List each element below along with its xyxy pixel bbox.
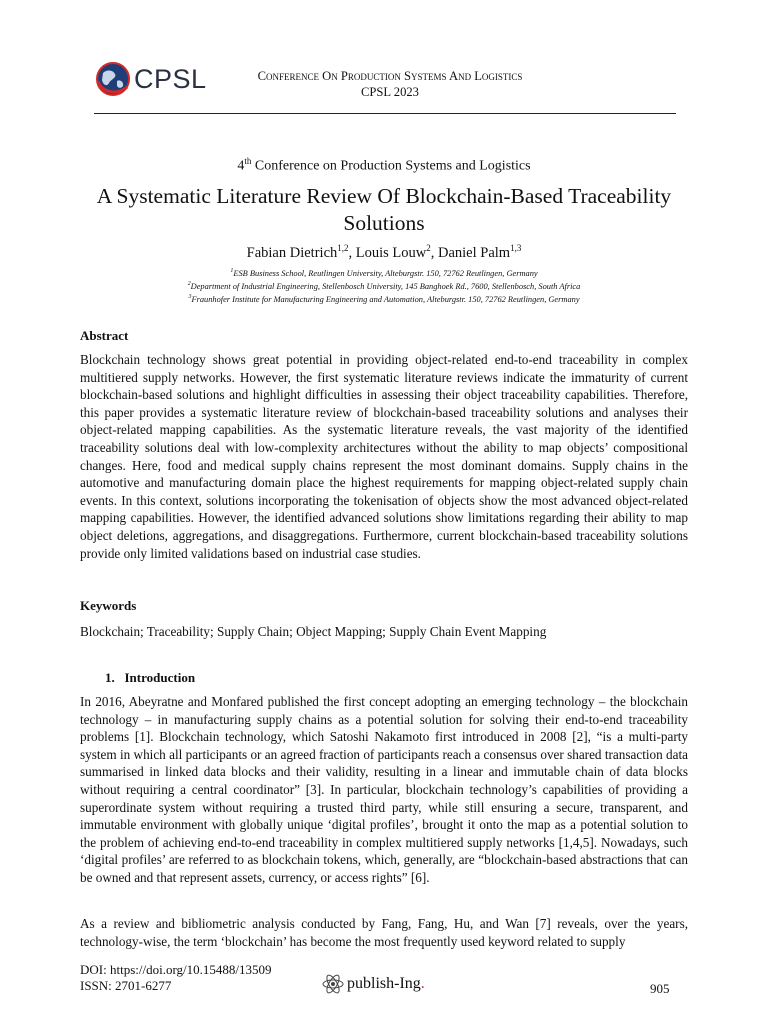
abstract-text: Blockchain technology shows great potential in providing object-related end-to-end traceability in complex multitiered supply networks. However, the first systematic literature reviews indicate the immaturity of current blockchain-based solutions and highlight difficulties in assessing their object traceability capabilities. Therefore, this paper provides a systematic literature review of blockchain-based traceability solutions and analyses their object-related mapping capabilities. As the systematic literature reveals, the vast majority of the identified traceability solutions deal with low-complexity architectures without the ability to map objects’ compositional changes. Here, food and medical supply chains represent the most dominant domains. Supply chains in the automotive and manufacturing domain place the highest requirements for mapping object-related supply chain events. In this context, solutions incorporating the tokenisation of objects show the most advanced object-related mapping capabilities. However, the identified advanced solutions show limitations regarding their ability to map object deletions, aggregations, and disaggregations. Furthermore, current blockchain-based traceability solutions provide only limited validations based on industrial case studies. xyxy=(80,352,688,561)
introduction-paragraph-2: As a review and bibliometric analysis conducted by Fang, Fang, Hu, and Wan [7] reveals, over the years, technology-wise, the term ‘blockchain’ has become the most frequently used keyword related to supply xyxy=(80,916,688,949)
title-line-1: A Systematic Literature Review Of Blockchain-Based Traceability xyxy=(96,184,672,208)
issn: ISSN: 2701-6277 xyxy=(80,978,172,993)
globe-icon xyxy=(95,61,131,97)
page-number: 905 xyxy=(650,981,670,996)
cpsl-logo xyxy=(95,61,207,97)
publisher-dot: . xyxy=(420,975,425,992)
logo-text: CPSL xyxy=(134,63,207,94)
introduction-heading: 1. Introduction xyxy=(105,670,196,685)
publisher-name xyxy=(347,975,425,993)
author-name: Daniel Palm xyxy=(438,244,511,261)
title-line-2: Solutions xyxy=(343,211,425,235)
affiliation-text: Department of Industrial Engineering, Stellenbosch University, 145 Banghoek Rd., 7600, Stellenbosch, South Africa xyxy=(190,281,581,291)
abstract-heading: Abstract xyxy=(80,328,129,343)
conference-name: Conference On Production Systems And Logistics xyxy=(257,69,523,83)
keywords-text: Blockchain; Traceability; Supply Chain; Object Mapping; Supply Chain Event Mapping xyxy=(80,624,547,639)
conference-year: CPSL 2023 xyxy=(361,85,419,99)
atom-icon xyxy=(321,972,345,996)
paper-title xyxy=(80,183,688,237)
subconference-line xyxy=(80,156,688,175)
author-list: Fabian Dietrich$^{1,2}$, Louis Louw$^2$, Daniel Palm$^{1,3}$ xyxy=(246,243,522,261)
affiliation-number: 2 xyxy=(187,281,191,287)
publisher-label: publish-Ing xyxy=(347,975,421,992)
author-affil-ref: 2 xyxy=(426,243,431,253)
conference-header xyxy=(212,68,568,100)
ordinal: 4 xyxy=(237,158,245,174)
introduction-paragraph-1: In 2016, Abeyratne and Monfared published the first concept adopting an emerging technology – the blockchain technology – in manufacturing supply chains as a potential solution for solving their end-to-end traceability problems [1]. Blockchain technology, which Satoshi Nakamoto first introduced in 2008 [2], “is a multi-party system in which all participants or an agreed fraction of participants reach a consensus over shared transaction data summarised in linked data blocks and their validity, resulting in a linear and immutable chain of data blocks without requiring a central coordinator” [3]. In particular, blockchain technology’s capabilities of providing a superordinate system without requiring a trusted third party, while still ensuring a secure, transparent, and immutable environment with globally unique ‘digital profiles’, brought it onto the map as a potential solution to the problem of achieving end-to-end traceability in complex multitiered supply networks [1,4,5]. Nowadays, such ‘digital profiles’ are referred to as blockchain tokens, which, generally, are “blockchain-based abstractions that can be owned and that represent assets, currency, or access rights” [6]. xyxy=(80,694,688,885)
affiliation-text: Fraunhofer Institute for Manufacturing Engineering and Automation, Alteburgstr. 150, 72762 Reutlingen, Germany xyxy=(191,294,580,304)
affiliation-number: 1 xyxy=(230,268,234,274)
publisher-logo xyxy=(321,972,425,996)
author-name: Fabian Dietrich xyxy=(246,244,338,261)
ordinal-suffix: th xyxy=(244,156,252,166)
footer-identifiers xyxy=(80,962,272,994)
header-divider xyxy=(94,113,676,114)
author-affil-ref: 1,3 xyxy=(510,243,522,253)
author-name: Louis Louw xyxy=(355,244,427,261)
keywords-heading: Keywords xyxy=(80,598,137,613)
doi-link[interactable]: DOI: https://doi.org/10.15488/13509 xyxy=(80,962,272,977)
author-affil-ref: 1,2 xyxy=(337,243,349,253)
affiliation-text: ESB Business School, Reutlingen University, Alteburgstr. 150, 72762 Reutlingen, Germany xyxy=(233,268,538,278)
affiliation xyxy=(80,291,688,306)
subconference-name: Conference on Production Systems and Logistics xyxy=(254,158,531,174)
affiliation-number: 3 xyxy=(188,294,192,300)
